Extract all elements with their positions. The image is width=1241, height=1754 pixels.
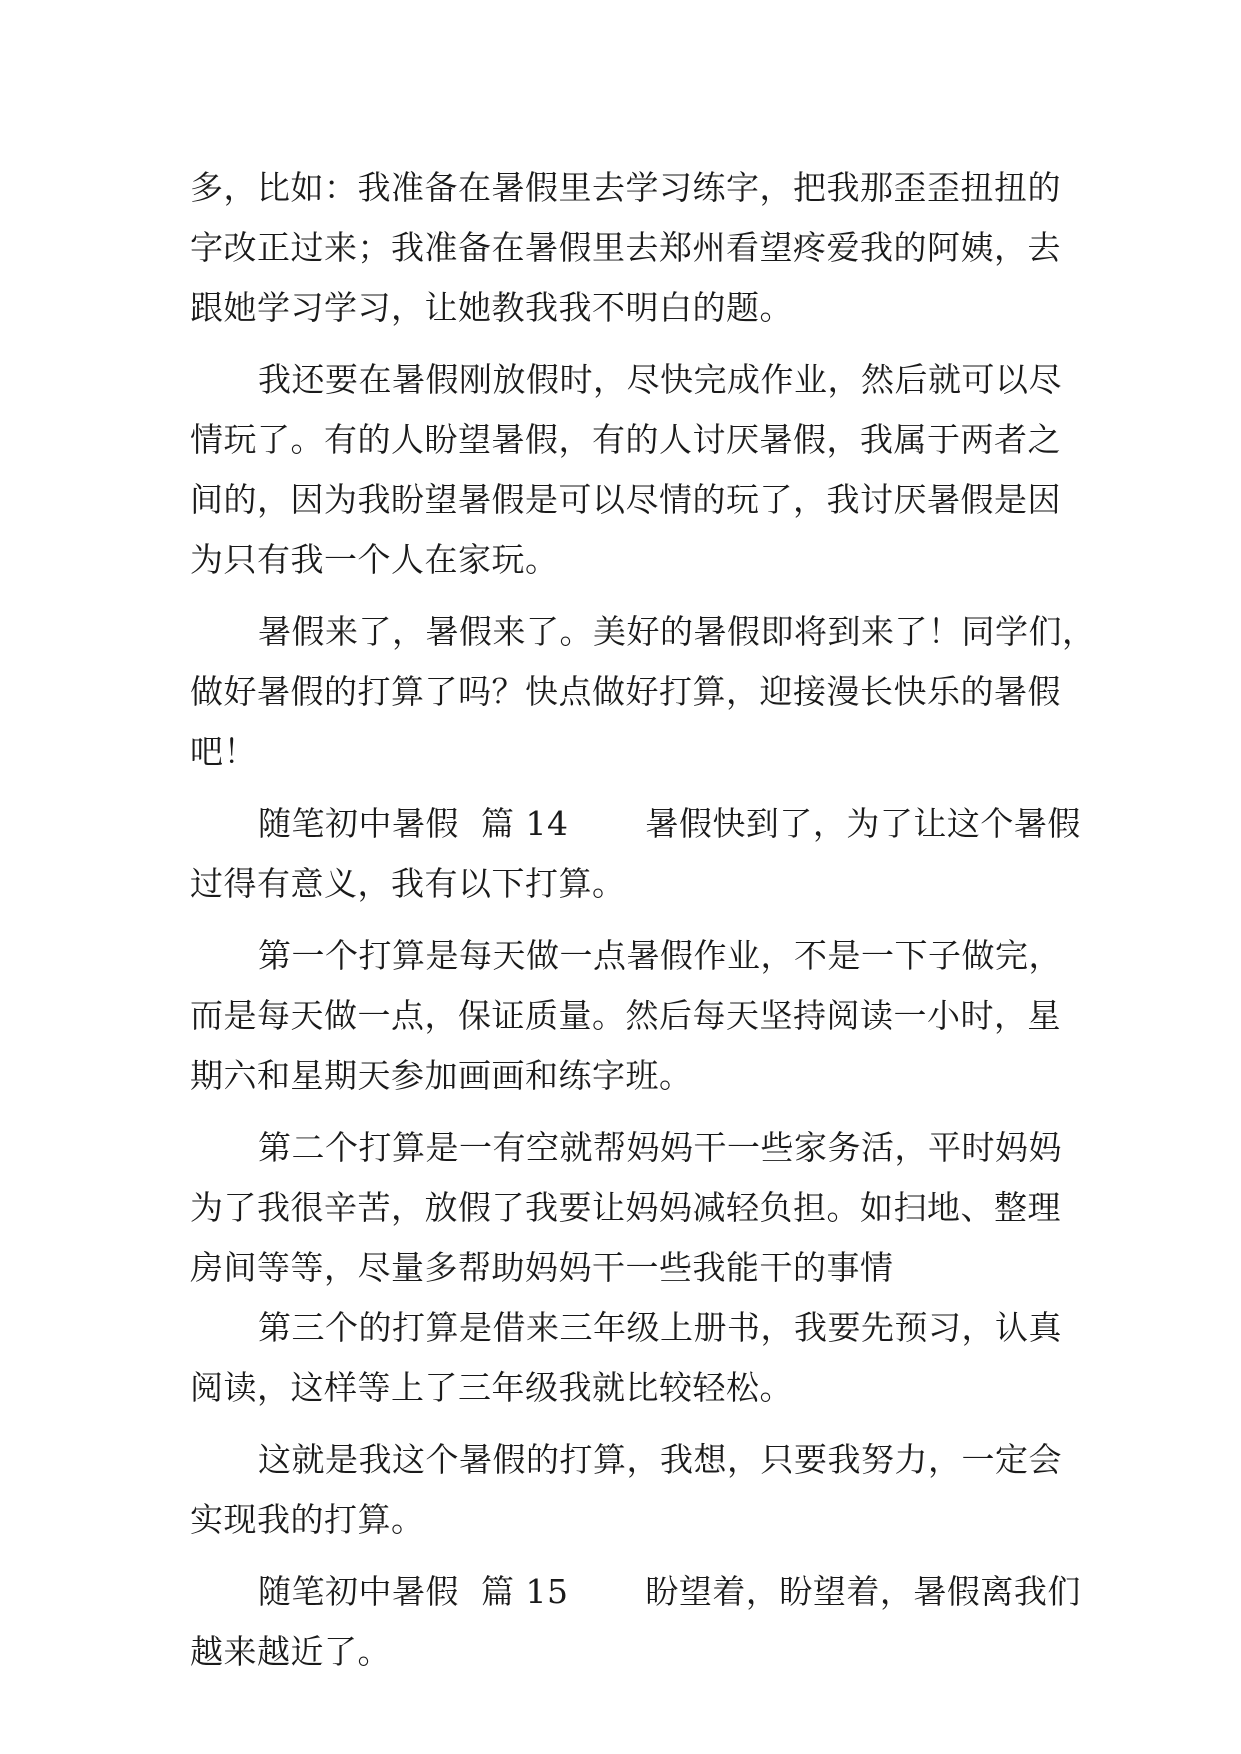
text-line: 我还要在暑假刚放假时，尽快完成作业，然后就可以尽: [258, 360, 1062, 399]
text-line: 做好暑假的打算了吗？快点做好打算，迎接漫长快乐的暑假: [190, 672, 1061, 711]
text-line: 第三个的打算是借来三年级上册书，我要先预习，认真: [258, 1308, 1062, 1347]
text-line: 这就是我这个暑假的打算，我想，只要我努力，一定会: [258, 1440, 1062, 1479]
paragraph: [190, 926, 1062, 1106]
text-line: 暑假来了，暑假来了。美好的暑假即将到来了！同学们，: [258, 612, 1096, 651]
text-line: 间的，因为我盼望暑假是可以尽情的玩了，我讨厌暑假是因: [190, 480, 1061, 519]
section-heading-paragraph: [190, 1562, 1081, 1682]
text-line: 吧！: [190, 732, 257, 771]
section-heading-line: 随笔初中暑假 篇 14 暑假快到了，为了让这个暑假: [258, 804, 1081, 843]
text-line: 为了我很辛苦，放假了我要让妈妈减轻负担。如扫地、整理: [190, 1188, 1061, 1227]
paragraph: [190, 1118, 1062, 1298]
text-line: 第二个打算是一有空就帮妈妈干一些家务活，平时妈妈: [258, 1128, 1062, 1167]
text-line: 跟她学习学习，让她教我我不明白的题。: [190, 288, 793, 327]
paragraph: [190, 350, 1062, 590]
section-heading-paragraph: [190, 794, 1081, 914]
text-line: 过得有意义，我有以下打算。: [190, 864, 626, 903]
paragraph: [190, 1430, 1062, 1550]
text-line: 第一个打算是每天做一点暑假作业，不是一下子做完，: [258, 936, 1062, 975]
text-line: 越来越近了。: [190, 1632, 391, 1671]
document-body: [190, 158, 1096, 1682]
text-line: 期六和星期天参加画画和练字班。: [190, 1056, 693, 1095]
paragraph: [190, 158, 1061, 338]
text-line: 实现我的打算。: [190, 1500, 425, 1539]
paragraph: [190, 1298, 1062, 1418]
section-heading-line: 随笔初中暑假 篇 15 盼望着，盼望着，暑假离我们: [258, 1572, 1081, 1611]
text-line: 房间等等，尽量多帮助妈妈干一些我能干的事情: [190, 1248, 894, 1287]
text-line: 多，比如：我准备在暑假里去学习练字，把我那歪歪扭扭的: [190, 168, 1061, 207]
text-line: 情玩了。有的人盼望暑假，有的人讨厌暑假，我属于两者之: [190, 420, 1061, 459]
text-line: 而是每天做一点，保证质量。然后每天坚持阅读一小时，星: [190, 996, 1061, 1035]
text-line: 字改正过来；我准备在暑假里去郑州看望疼爱我的阿姨，去: [190, 228, 1061, 267]
text-line: 阅读，这样等上了三年级我就比较轻松。: [190, 1368, 793, 1407]
text-line: 为只有我一个人在家玩。: [190, 540, 559, 579]
paragraph: [190, 602, 1096, 782]
